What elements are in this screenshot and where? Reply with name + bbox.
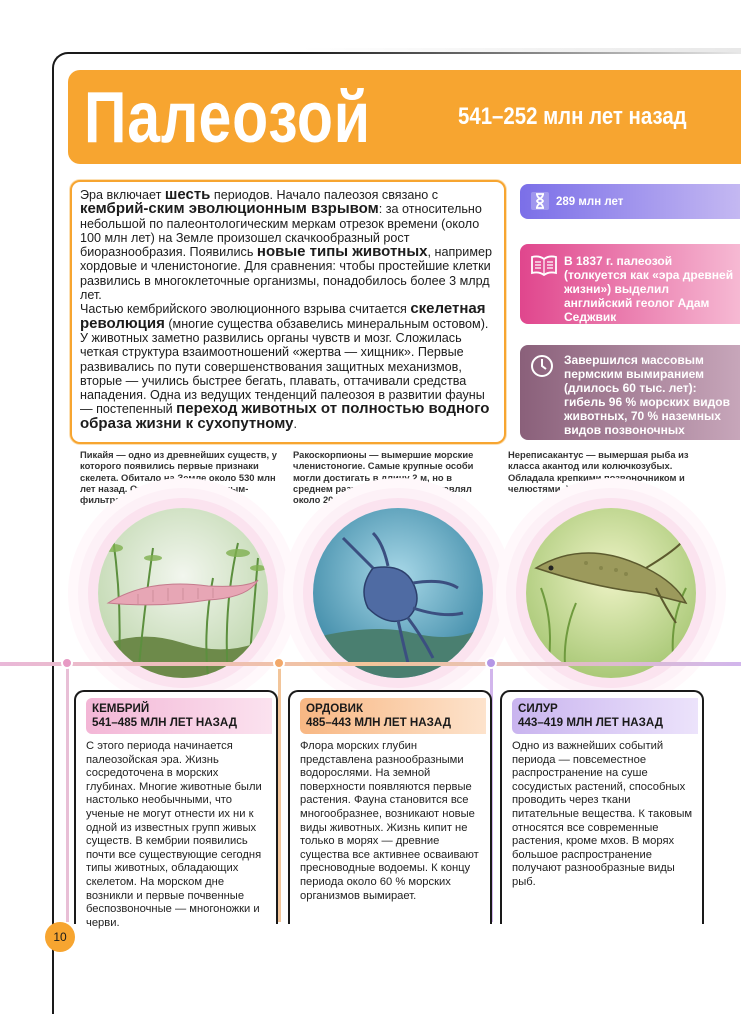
period-header xyxy=(512,698,698,734)
intro-text-run: У животных заметно развились органы чувств и мозг. Сложилась четкая структура взаимоотношений «жертва — хищник». Первые развивались по пути совершенствования защитных механизмов, вторые — учились быстрее бегать, плавать, оттачивали средства нападения. Одна из ведущих тенденций палеозоя в развитии фауны — постепенный xyxy=(80,330,485,417)
intro-text-run: : за относительно небольшой по палеонтологическим меркам отрезок времени (около 100 млн лет) на Земле произошел скачкообразный рост биоразнообразия. Появились xyxy=(80,202,482,260)
timeline-dot xyxy=(273,657,285,669)
intro-text-run: , например хордовые и членистоногие. Для сравнения: чтобы простейшие клетки развились в многоклеточные организмы, понадобилось более 3 млрд лет. xyxy=(80,245,492,303)
fact-text: 289 млн лет xyxy=(556,196,624,208)
intro-text xyxy=(80,188,500,431)
intro-bold: шесть xyxy=(164,186,211,203)
period-text: Одно из важнейших событий периода — повсеместное распространение на суше сосудистых растений, способных проводить через ткани питательные вещества. К таковым относятся все современные растения, кроме мхов. В морях большое распространение получают разнообразные виды рыб. xyxy=(512,740,693,888)
eurypterid-illustration xyxy=(313,508,483,678)
period-dates: 541–485 МЛН ЛЕТ НАЗАД xyxy=(92,716,237,729)
creature-caption: Нереписакантус — вымершая рыба из класса акантод или колючкозубых. Обладала крепкими позвоночником и челюстями. Хорошо плавала. xyxy=(508,449,689,494)
page-title: Палеозой xyxy=(84,78,371,158)
eurypterid-image xyxy=(313,508,483,678)
pikaia-illustration xyxy=(98,508,268,678)
fact-card-history xyxy=(520,244,740,324)
fact-text: Завершился массовым пермским вымиранием (длилось 60 тыс. лет): гибель 96 % морских видов животных, 70 % наземных видов позвоночных xyxy=(564,353,731,437)
intro-text-run: (многие существа обзавелись минеральным остовом). xyxy=(164,316,489,331)
period-dates: 485–443 МЛН ЛЕТ НАЗАД xyxy=(306,716,451,729)
clock-icon xyxy=(530,354,554,378)
period-name: КЕМБРИЙ xyxy=(92,702,150,715)
intro-text-run: . xyxy=(293,416,298,431)
intro-bold: переход животных от полностью водного образа жизни к сухопутному xyxy=(80,400,490,432)
intro-text-run: Частью кембрийского эволюционного взрыва считается xyxy=(80,302,411,317)
intro-bold: скелетная революция xyxy=(80,300,486,332)
timeline-dot xyxy=(61,657,73,669)
fact-card-duration xyxy=(520,184,740,219)
period-card-cambrian xyxy=(74,690,278,929)
period-card-ordovician xyxy=(288,690,492,924)
timeline-connector xyxy=(278,666,281,922)
period-text: С этого периода начинается палеозойская эра. Жизнь сосредоточена в морских глубинах. Многие животные были настолько необычными, что ученые не могут отнести их ни к одной из известных групп живых существ. В кембрии появились почти все существующие сегодня типы животных, обладающих скелетом. На морском дне возникли и первые почвенные беспозвоночные — многоножки и черви. xyxy=(86,740,262,929)
period-name: СИЛУР xyxy=(518,702,558,715)
timeline-connector xyxy=(66,666,69,922)
page-number: 10 xyxy=(45,922,75,952)
intro-text-run: Эра включает xyxy=(80,188,165,202)
frame-shade xyxy=(300,48,741,54)
fact-card-extinction xyxy=(520,345,740,440)
acanthodian-image xyxy=(526,508,696,678)
intro-bold: новые типы животных xyxy=(256,243,428,261)
acanthodian-illustration xyxy=(526,508,696,678)
period-card-silurian xyxy=(500,690,704,924)
period-name: ОРДОВИК xyxy=(306,702,364,715)
period-header xyxy=(86,698,272,734)
intro-bold: кембрий-ским эволюционным взрывом xyxy=(80,200,379,218)
creature-caption: Ракоскорпионы — вымершие морские членистоногие. Самые крупные особи могли достигать в длину 2 м, но в среднем размер животного составлял около 20 см. xyxy=(293,449,474,506)
intro-text-run: периодов. Начало палеозоя связано с xyxy=(210,188,439,202)
pikaia-image xyxy=(98,508,268,678)
era-dates: 541–252 млн лет назад xyxy=(458,103,687,130)
book-icon xyxy=(530,254,558,276)
creature-caption: Пикайя — одно из древнейших существ, у которого появились первые признаки скелета. Обитало на Земле около 530 млн лет назад. Относилось к животным-фильтраторам. xyxy=(80,449,277,506)
timeline-dot xyxy=(485,657,497,669)
period-dates: 443–419 МЛН ЛЕТ НАЗАД xyxy=(518,716,663,729)
hourglass-icon xyxy=(530,191,550,211)
timeline xyxy=(0,662,741,666)
fact-text: В 1837 г. палеозой (толкуется как «эра древней жизни») выделил английский геолог Адам Седжвик xyxy=(564,254,734,324)
period-text: Флора морских глубин представлена разнообразными водорослями. На земной поверхности появляются первые растения. Фауна становится все многообразнее, возникают новые виды животных. Жизнь кипит не только в морях — древние существа все активнее осваивают пресноводные водоемы. К концу периода около 60 % морских организмов вымирает. xyxy=(300,740,479,902)
period-header xyxy=(300,698,486,734)
